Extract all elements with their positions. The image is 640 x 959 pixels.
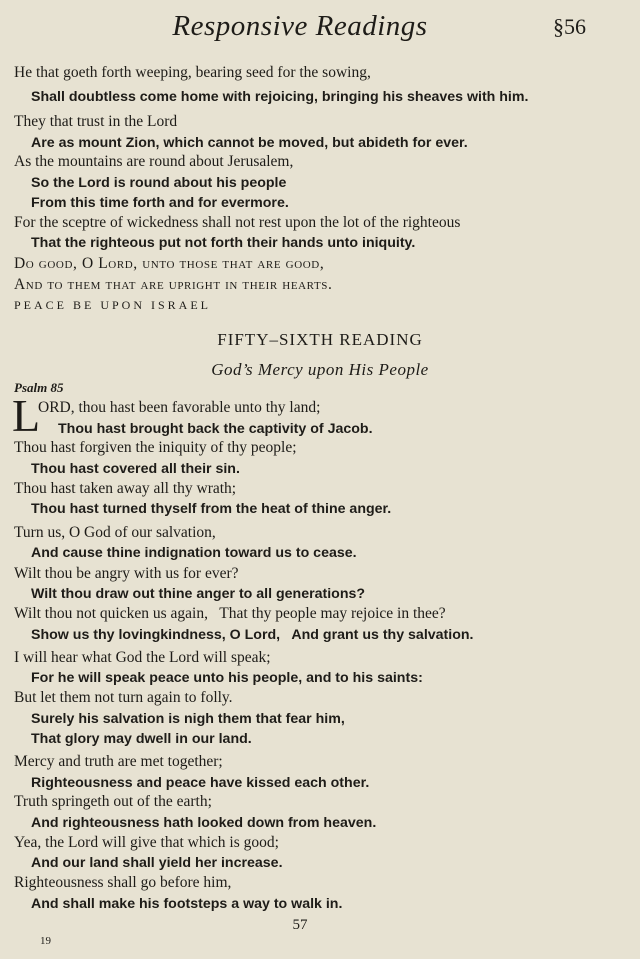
response-line: Shall doubtless come home with rejoicing, bringing his sheaves with him. (31, 89, 529, 105)
psalm-reference: Psalm 85 (14, 380, 64, 395)
response-line: Are as mount Zion, which cannot be moved, but abideth for ever. (31, 135, 468, 151)
response-line: Righteousness and peace have kissed each other. (31, 775, 370, 791)
reading-line: As the mountains are round about Jerusalem, (14, 153, 294, 170)
unison-line: Do good, O Lord, unto those that are good, (14, 255, 325, 272)
page-number: 57 (292, 917, 308, 933)
reading-line: Righteousness shall go before him, (14, 874, 232, 891)
reading-line: I will hear what God the Lord will speak; (14, 649, 271, 666)
reading-line: Yea, the Lord will give that which is good; (14, 834, 279, 851)
unison-line: And to them that are upright in their hearts. (14, 276, 333, 293)
response-line: That the righteous put not forth their hands unto iniquity. (31, 235, 416, 251)
response-line: And righteousness hath looked down from heaven. (31, 815, 377, 831)
closing-line: PEACE BE UPON ISRAEL (14, 298, 212, 312)
signature-mark: 19 (40, 935, 51, 947)
reading-title: FIFTY–SIXTH READING (217, 330, 423, 349)
reading-subtitle: God’s Mercy upon His People (211, 360, 429, 379)
reading-line: Wilt thou not quicken us again, That thy people may rejoice in thee? (14, 605, 446, 622)
response-line: So the Lord is round about his people (31, 175, 287, 191)
response-line: And shall make his footsteps a way to walk in. (31, 896, 343, 912)
section-number: §56 (553, 14, 586, 39)
response-line: Thou hast brought back the captivity of Jacob. (58, 421, 373, 437)
response-line: Thou hast turned thyself from the heat of thine anger. (31, 501, 392, 517)
drop-cap: L (12, 390, 41, 441)
reading-line: For the sceptre of wickedness shall not rest upon the lot of the righteous (14, 214, 461, 231)
reading-line: Wilt thou be angry with us for ever? (14, 565, 239, 582)
reading-line: But let them not turn again to folly. (14, 689, 233, 706)
response-line: And cause thine indignation toward us to cease. (31, 545, 357, 561)
response-line: Surely his salvation is nigh them that fear him, (31, 711, 345, 727)
response-line: From this time forth and for evermore. (31, 195, 289, 211)
reading-line: ORD, thou hast been favorable unto thy land; (38, 399, 321, 416)
reading-line: Thou hast taken away all thy wrath; (14, 480, 237, 497)
reading-line: Thou hast forgiven the iniquity of thy people; (14, 439, 297, 456)
reading-line: Mercy and truth are met together; (14, 753, 223, 770)
reading-line: Turn us, O God of our salvation, (14, 524, 216, 541)
reading-line: Truth springeth out of the earth; (14, 793, 212, 810)
running-header-title: Responsive Readings (172, 10, 428, 42)
reading-line: He that goeth forth weeping, bearing seed for the sowing, (14, 64, 371, 81)
reading-line: They that trust in the Lord (14, 113, 178, 130)
response-line: And our land shall yield her increase. (31, 855, 283, 871)
response-line: Show us thy lovingkindness, O Lord, And grant us thy salvation. (31, 627, 474, 643)
response-line: For he will speak peace unto his people, and to his saints: (31, 670, 423, 686)
response-line: Thou hast covered all their sin. (31, 461, 240, 477)
response-line: That glory may dwell in our land. (31, 731, 252, 747)
response-line: Wilt thou draw out thine anger to all generations? (31, 586, 366, 602)
